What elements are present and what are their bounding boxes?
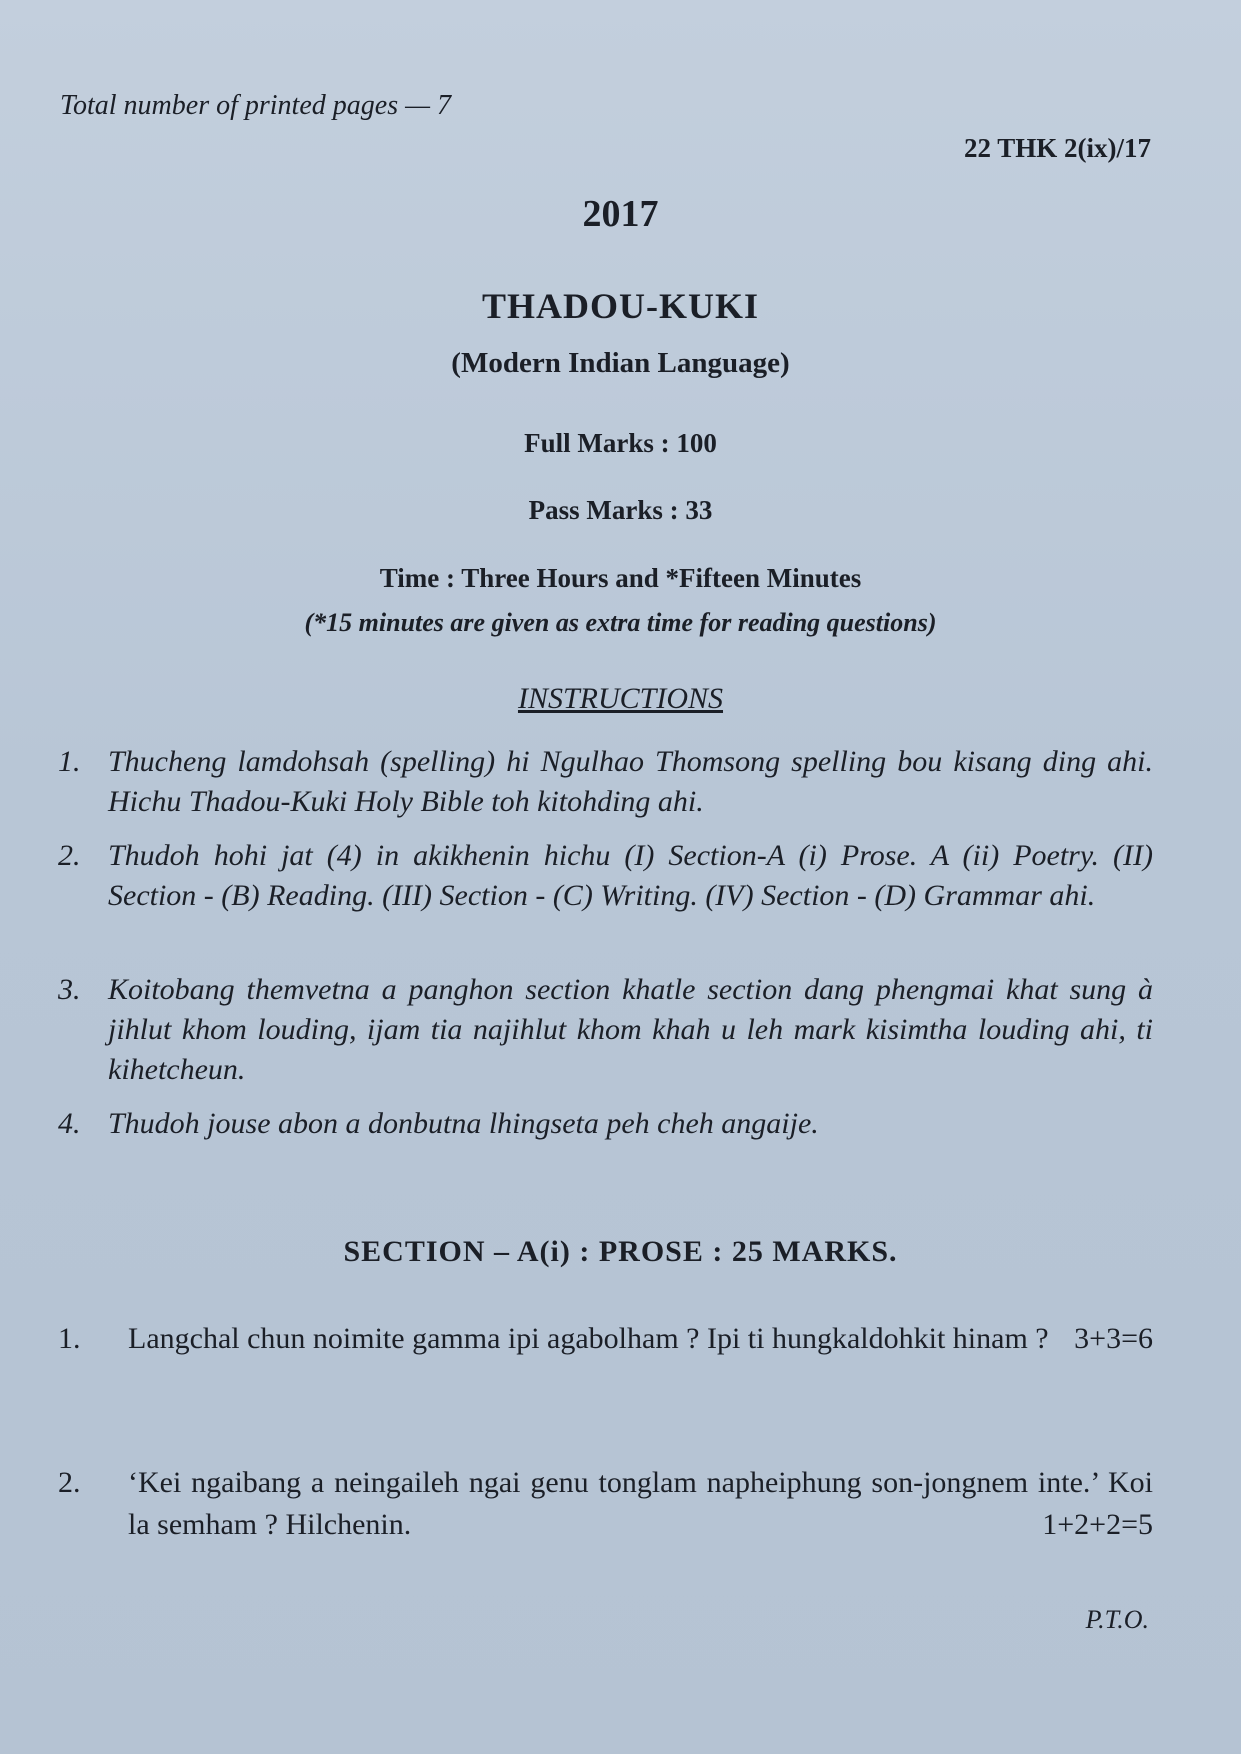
instruction-number: 4. (58, 1107, 81, 1140)
instruction-number: 1. (58, 745, 81, 778)
instruction-item (58, 970, 1153, 1090)
subject-subtitle: (Modern Indian Language) (451, 347, 790, 379)
question-text: Langchal chun noimite gamma ipi agabolham ? Ipi ti hungkaldohkit hinam ? (128, 1322, 1049, 1355)
total-pages-note: Total number of printed pages — 7 (60, 90, 451, 121)
question-item (58, 1462, 1153, 1546)
instruction-text: Koitobang themvetna a panghon section khatle section dang phengmai khat sung à jihlut khom louding, ijam tia najihlut khom khah u leh mark kisimtha louding ahi, ti kihetcheun. (108, 973, 1153, 1086)
instruction-number: 2. (58, 839, 81, 872)
instruction-item (58, 742, 1153, 822)
question-marks: 3+3=6 (1074, 1322, 1153, 1355)
question-marks: 1+2+2=5 (1042, 1508, 1153, 1541)
time-note: (*15 minutes are given as extra time for reading questions) (304, 608, 937, 637)
instruction-text: Thucheng lamdohsah (spelling) hi Ngulhao Thomsong spelling bou kisang ding ahi. Hichu Thadou-Kuki Holy Bible toh kitohding ahi. (108, 745, 1153, 818)
full-marks: Full Marks : 100 (524, 428, 717, 458)
paper-code: 22 THK 2(ix)/17 (963, 133, 1151, 163)
question-item (58, 1318, 1153, 1360)
please-turn-over: P.T.O. (1085, 1605, 1149, 1634)
exam-time: Time : Three Hours and *Fifteen Minutes (379, 563, 862, 593)
instruction-item (58, 836, 1153, 916)
section-heading: SECTION – A(i) : PROSE : 25 MARKS. (343, 1235, 898, 1268)
instruction-text: Thudoh jouse abon a donbutna lhingseta peh cheh angaije. (108, 1107, 819, 1140)
question-number: 2. (58, 1466, 81, 1499)
pass-marks: Pass Marks : 33 (528, 495, 713, 525)
instruction-text: Thudoh hohi jat (4) in akikhenin hichu (I) Section-A (i) Prose. A (ii) Poetry. (II) Section - (B) Reading. (III) Section - (C) Writing. (IV) Section - (D) Grammar ahi. (108, 839, 1153, 912)
question-text: ‘Kei ngaibang a neingaileh ngai genu tonglam napheiphung son-jongnem inte.’ Koi la semham ? Hilchenin. (128, 1466, 1153, 1541)
subject-title: THADOU-KUKI (481, 286, 759, 326)
instruction-item (58, 1104, 1153, 1144)
exam-year: 2017 (582, 193, 659, 235)
question-number: 1. (58, 1322, 81, 1355)
instructions-heading: INSTRUCTIONS (517, 682, 724, 715)
instruction-number: 3. (58, 973, 81, 1006)
